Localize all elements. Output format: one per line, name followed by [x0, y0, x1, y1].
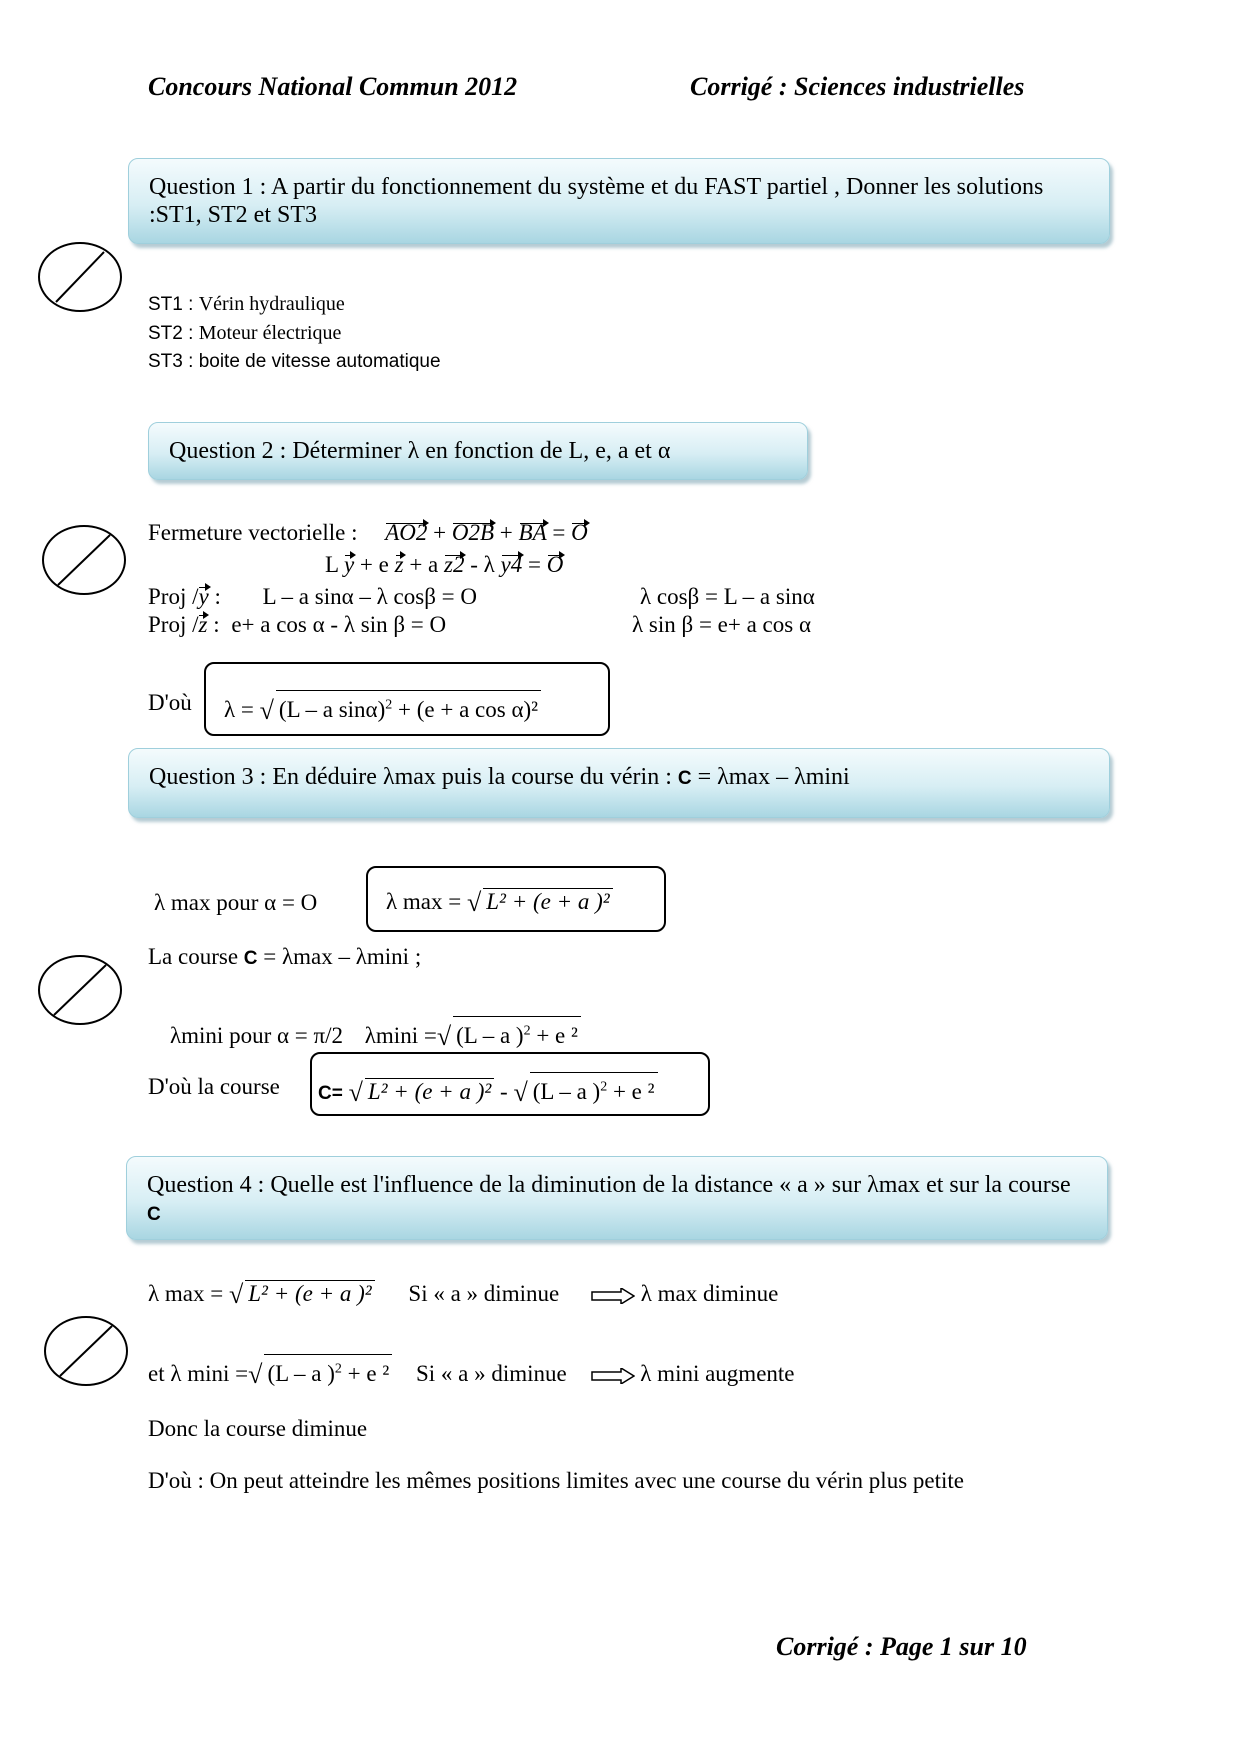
q4-donc: Donc la course diminue — [148, 1416, 368, 1441]
course-box — [310, 1052, 710, 1116]
grading-circle-4 — [44, 1316, 128, 1386]
proj-z-line: Proj /z : e+ a cos α - λ sin β = O — [148, 612, 447, 637]
q1-answers — [148, 290, 441, 376]
course-formula: C= √ L² + (e + a )² - √ (L – a )$^2$ + e ² — [318, 1072, 658, 1108]
grading-circle-2 — [42, 525, 126, 595]
header-right: Corrigé : Sciences industrielles — [690, 72, 1025, 101]
q4-lmax-line: λ max = √ L² + (e + a )² Si « a » diminue λ max diminue — [148, 1280, 779, 1309]
lambda-formula: λ = √ (L – a sinα)$^2$ + (e + a cos α)² — [224, 690, 541, 726]
question-2-text: Question 2 : Déterminer λ en fonction de L, e, a et α — [169, 438, 671, 464]
q2-result-box — [204, 662, 610, 736]
question-1-text: Question 1 : A partir du fonctionnement du système et du FAST partiel , Donner les solutions :ST1, ST2 et ST3 — [149, 174, 1044, 228]
question-1-box — [128, 158, 1110, 244]
q4-lmini-line: et λ mini =√ (L – a )$^2$ + e ² Si « a » diminue λ mini augmente — [148, 1354, 795, 1390]
proj-z-result: λ sin β = e+ a cos α — [632, 612, 812, 637]
grading-circle-3 — [38, 955, 122, 1025]
proj-y-line: Proj /y : L – a sinα – λ cosβ = O — [148, 584, 477, 609]
vector-closure-line: Fermeture vectorielle : AO2 + O2B + BA = O — [148, 520, 588, 545]
grading-circle-1 — [38, 242, 122, 312]
header-left: Concours National Commun 2012 — [148, 72, 518, 101]
lmini-line: λmini pour α = π/2 λmini =√ (L – a )$^2$ + e ² — [170, 1016, 581, 1052]
course-label: D'où la course — [148, 1074, 280, 1099]
page-footer: Corrigé : Page 1 sur 10 — [776, 1632, 1027, 1661]
course-definition: La course C = λmax – λmini ; — [148, 944, 422, 969]
answer-st1: ST1 : Vérin hydraulique — [148, 293, 345, 315]
lmax-condition: λ max pour α = O — [154, 890, 318, 915]
question-3-box: Question 3 : En déduire λmax puis la course du vérin : C = λmax – λmini — [128, 748, 1110, 818]
lmax-formula: λ max = √ L² + (e + a )² — [386, 888, 613, 918]
implies-arrow-icon — [591, 1288, 635, 1304]
proj-y-result: λ cosβ = L – a sinα — [640, 584, 815, 609]
lmax-box — [366, 866, 666, 932]
question-4-box: Question 4 : Quelle est l'influence de la diminution de la distance « a » sur λmax et sur la course C — [126, 1156, 1108, 1240]
answer-st2: ST2 : Moteur électrique — [148, 322, 342, 344]
implies-arrow-icon — [591, 1368, 635, 1384]
q4-conclusion: D'où : On peut atteindre les mêmes positions limites avec une course du vérin plus petite — [148, 1468, 964, 1493]
q2-dou-label: D'où — [148, 690, 192, 715]
question-2-box — [148, 422, 808, 480]
answer-st3: ST3 : boite de vitesse automatique — [148, 351, 441, 372]
vector-equation-line: L y + e z + a z2 - λ y4 = O — [325, 552, 564, 577]
